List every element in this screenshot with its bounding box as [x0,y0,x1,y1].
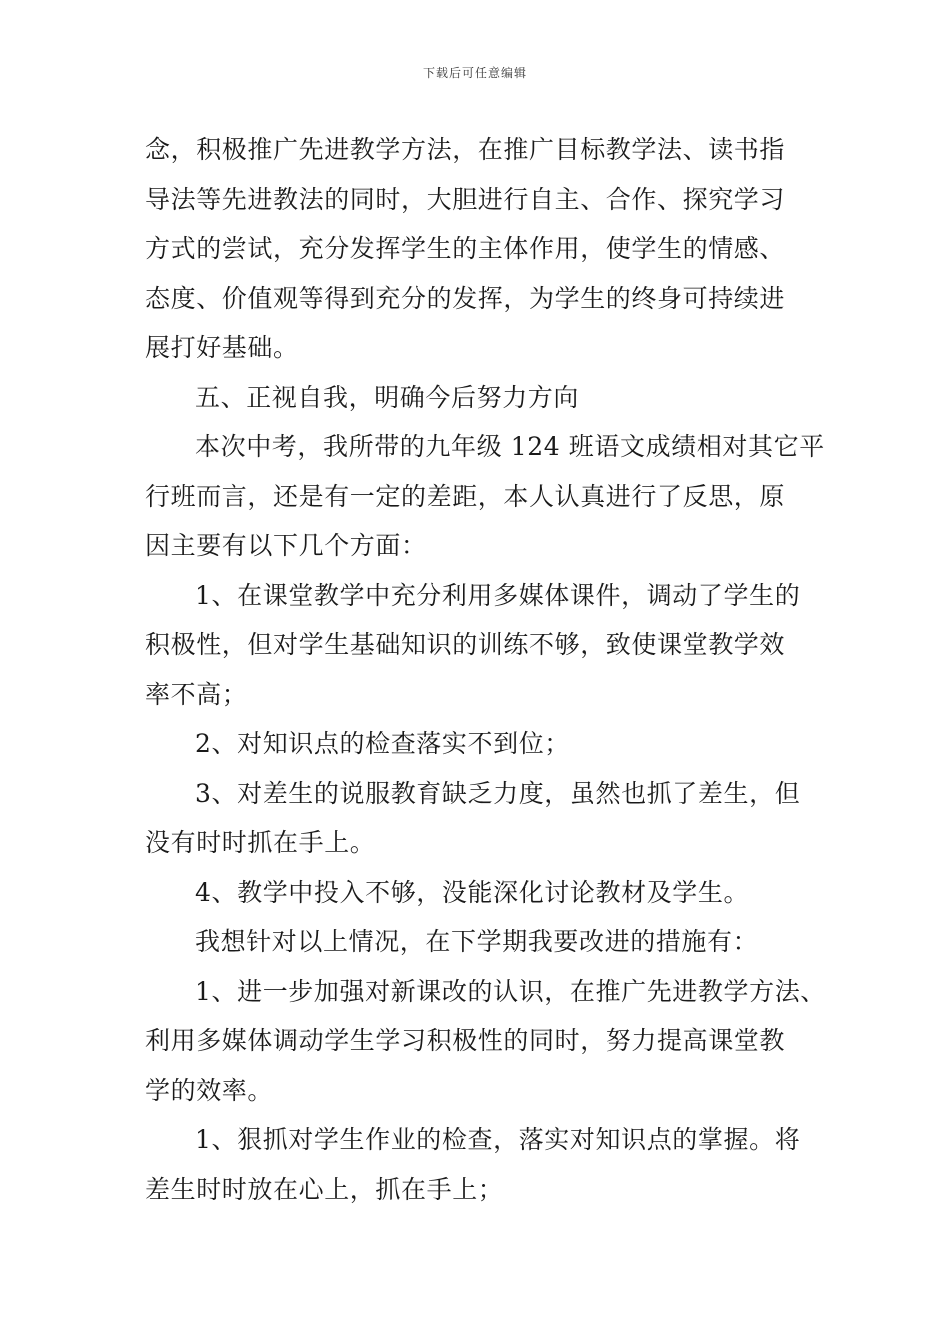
text-line: 本次中考，我所带的九年级 124 班语文成绩相对其它平 [195,432,825,461]
text-line: 方式的尝试，充分发挥学生的主体作用，使学生的情感、 [145,234,786,263]
page-header-note: 下载后可任意编辑 [422,66,527,80]
list-item: 1、狠抓对学生作业的检查，落实对知识点的掌握。将 [195,1125,801,1154]
text-line: 展打好基础。 [145,333,299,362]
text-line: 态度、价值观等得到充分的发挥，为学生的终身可持续进 [145,283,786,313]
list-item: 3、对差生的说服教育缺乏力度，虽然也抓了差生，但 [195,778,801,808]
list-item: 4、教学中投入不够，没能深化讨论教材及学生。 [195,877,750,907]
text-line: 学的效率。 [145,1075,274,1105]
text-line: 没有时时抓在手上。 [145,828,376,857]
text-line: 差生时时放在心上，抓在手上； [145,1174,504,1204]
text-line: 行班而言，还是有一定的差距，本人认真进行了反思，原 [145,481,786,511]
text-line: 率不高； [145,679,248,709]
text-line: 积极性，但对学生基础知识的训练不够，致使课堂教学效 [145,630,786,659]
section-heading: 五、正视自我，明确今后努力方向 [195,382,580,412]
text-line: 利用多媒体调动学生学习积极性的同时，努力提高课堂教 [145,1026,786,1055]
document-body [145,125,835,1214]
text-line: 念，积极推广先进教学方法，在推广目标教学法、读书指 [145,135,786,164]
text-line: 因主要有以下几个方面： [145,531,427,560]
text-line: 我想针对以上情况，在下学期我要改进的措施有： [195,927,759,956]
list-item: 1、进一步加强对新课改的认识，在推广先进教学方法、 [195,976,826,1006]
list-item: 1、在课堂教学中充分利用多媒体课件，调动了学生的 [195,580,801,610]
list-item: 2、对知识点的检查落实不到位； [195,729,570,758]
text-line: 导法等先进教法的同时，大胆进行自主、合作、探究学习 [145,184,786,214]
